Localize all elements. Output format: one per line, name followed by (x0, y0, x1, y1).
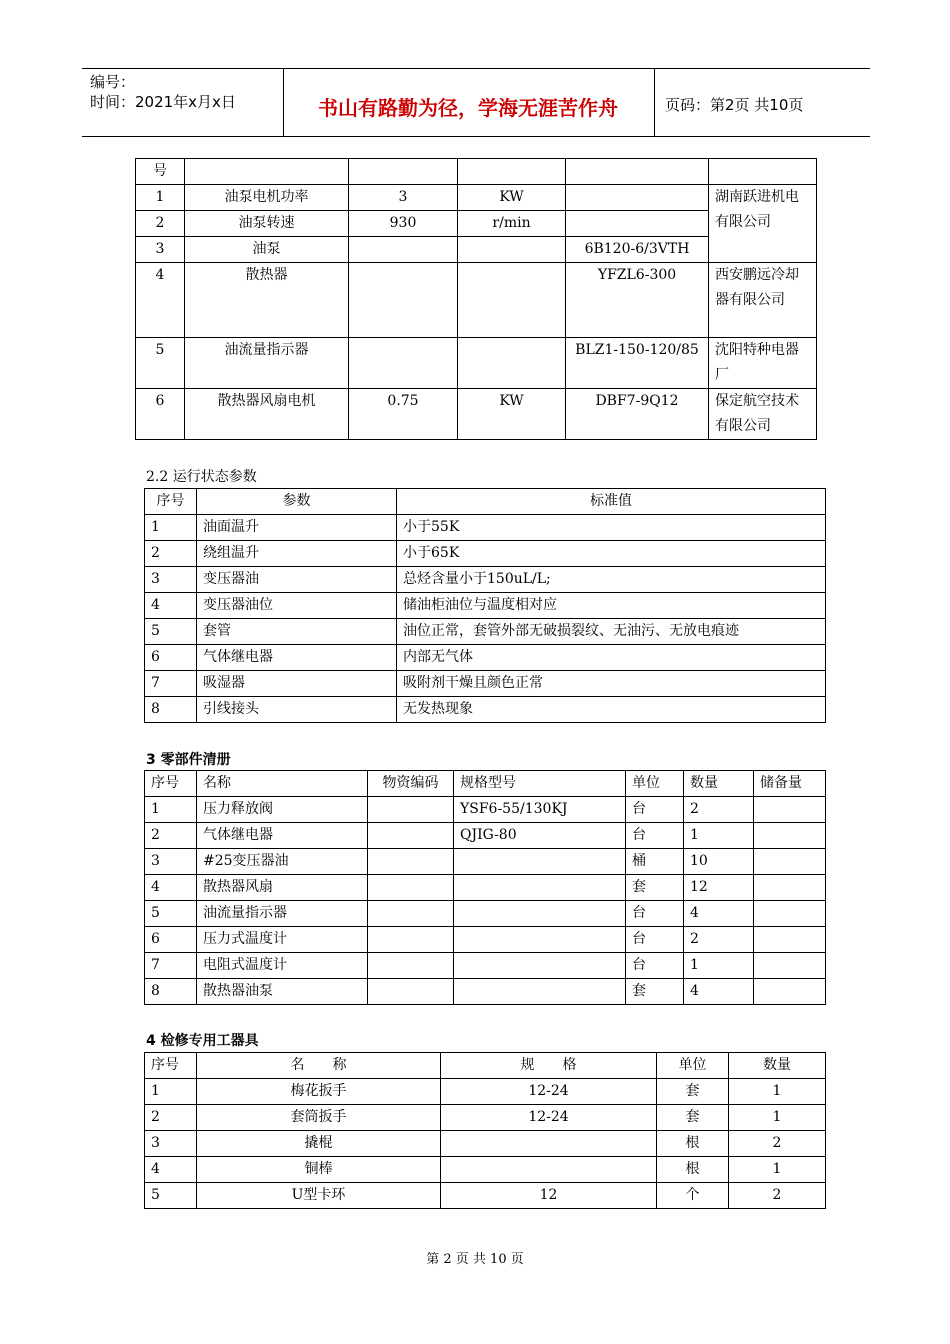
table-header-cell: 储备量 (754, 771, 826, 797)
table-cell: 压力释放阀 (197, 797, 368, 823)
table-cell (441, 1157, 657, 1183)
table-cell: 气体继电器 (197, 645, 397, 671)
table-row (145, 1105, 826, 1131)
header-page-info: 页码：第2页 共10页 (665, 96, 804, 114)
table-cell: 无发热现象 (397, 697, 826, 723)
table-cell: 根 (657, 1131, 729, 1157)
table-row (145, 515, 826, 541)
table-cell: 吸附剂干燥且颜色正常 (397, 671, 826, 697)
table-cell: 小于55K (397, 515, 826, 541)
table-cell: 台 (626, 953, 684, 979)
header-bottom-rule (82, 136, 870, 137)
table-cell: 3 (145, 1131, 197, 1157)
table-row (145, 619, 826, 645)
table-header-cell: 规 格 (441, 1053, 657, 1079)
table-cell: 沈阳特种电器厂 (709, 338, 817, 389)
table-header-cell: 序号 (145, 771, 197, 797)
table-cell: 油流量指示器 (197, 901, 368, 927)
table-cell: 2 (145, 1105, 197, 1131)
table-cell (441, 1131, 657, 1157)
table-cell: 1 (684, 823, 754, 849)
table-cell: 套 (626, 979, 684, 1005)
table-cell: 5 (136, 338, 185, 389)
table-row (136, 338, 817, 389)
table-row (145, 797, 826, 823)
table-cell: 油流量指示器 (185, 338, 349, 389)
table-cell: 3 (145, 567, 197, 593)
table-cell: 油位正常，套管外部无破损裂纹、无油污、无放电痕迹 (397, 619, 826, 645)
table-cell: QJIG-80 (454, 823, 626, 849)
table-cell (754, 953, 826, 979)
table-cell (754, 797, 826, 823)
table-header-cell: 序号 (145, 489, 197, 515)
table-cell (754, 979, 826, 1005)
table-cell: 2 (729, 1183, 826, 1209)
table-cell (754, 927, 826, 953)
table-header-cell: 单位 (657, 1053, 729, 1079)
table-cell: 压力式温度计 (197, 927, 368, 953)
table-cell: BLZ1-150-120/85 (566, 338, 709, 389)
table-cell: 930 (349, 211, 458, 237)
table-cell: DBF7-9Q12 (566, 389, 709, 440)
table-row (145, 697, 826, 723)
table-header-row (145, 771, 826, 797)
table-cell (368, 797, 454, 823)
table-cell: 台 (626, 901, 684, 927)
table-cell: 号 (136, 159, 185, 185)
table-cell: 小于65K (397, 541, 826, 567)
table-row (145, 1183, 826, 1209)
table-row (145, 849, 826, 875)
table-cell-maker-merged: 湖南跃进机电有限公司 (709, 185, 817, 263)
table-cell: 储油柜油位与温度相对应 (397, 593, 826, 619)
table-cell (454, 953, 626, 979)
table-cell (458, 338, 566, 389)
table-cell (458, 237, 566, 263)
table-cell: 套 (626, 875, 684, 901)
table-row (145, 541, 826, 567)
table-cell (349, 338, 458, 389)
table-cell: 台 (626, 823, 684, 849)
table-row (145, 823, 826, 849)
table-cell: 4 (684, 979, 754, 1005)
table-cell (566, 185, 709, 211)
table-cell (458, 263, 566, 338)
operating-params-table (144, 488, 826, 723)
table-cell: 4 (684, 901, 754, 927)
table-cell: 散热器油泵 (197, 979, 368, 1005)
table-cell (349, 159, 458, 185)
header-motto: 书山有路勤为径，学海无涯苦作舟 (318, 96, 618, 120)
table-cell (454, 901, 626, 927)
table-cell: 油泵 (185, 237, 349, 263)
table-cell: 6 (136, 389, 185, 440)
table-header-cell: 名称 (197, 771, 368, 797)
table-cell: YFZL6-300 (566, 263, 709, 338)
table-cell (368, 875, 454, 901)
table-cell (454, 927, 626, 953)
table-cell: 散热器 (185, 263, 349, 338)
table-cell: 套管 (197, 619, 397, 645)
table-cell (368, 849, 454, 875)
table-row (145, 593, 826, 619)
parts-list-table (144, 770, 826, 1005)
table-cell: 3 (136, 237, 185, 263)
table-header-cell: 数量 (684, 771, 754, 797)
page-footer: 第 2 页 共 10 页 (426, 1252, 524, 1267)
table-cell: 5 (145, 901, 197, 927)
table-cell: 2 (684, 797, 754, 823)
table-cell: KW (458, 389, 566, 440)
table-cell: 变压器油 (197, 567, 397, 593)
table-cell: 2 (729, 1131, 826, 1157)
table-cell: 2 (136, 211, 185, 237)
table-cell (754, 849, 826, 875)
table-cell: 3 (145, 849, 197, 875)
table-cell: #25变压器油 (197, 849, 368, 875)
table-row (136, 389, 817, 440)
table-cell: 台 (626, 927, 684, 953)
table-cell (349, 237, 458, 263)
table-cell: 6 (145, 927, 197, 953)
table-cell: 油泵转速 (185, 211, 349, 237)
table-cell: 保定航空技术有限公司 (709, 389, 817, 440)
table-cell: 4 (136, 263, 185, 338)
table-cell: 2 (145, 823, 197, 849)
table-cell: 套 (657, 1079, 729, 1105)
table-header-row (145, 489, 826, 515)
table-row (145, 979, 826, 1005)
table-cell: 根 (657, 1157, 729, 1183)
header-number-label: 编号： (90, 73, 136, 91)
table-cell: 1 (684, 953, 754, 979)
table-cell: 引线接头 (197, 697, 397, 723)
table-cell: 4 (145, 593, 197, 619)
table-row (136, 185, 817, 211)
table-cell (709, 159, 817, 185)
table-cell: 1 (145, 515, 197, 541)
table-cell: 吸湿器 (197, 671, 397, 697)
table-cell: 1 (729, 1079, 826, 1105)
section-3-title: 3 零部件清册 (146, 752, 231, 768)
header-divider-right (654, 68, 655, 136)
table-cell: 撬棍 (197, 1131, 441, 1157)
table-cell: YSF6-55/130KJ (454, 797, 626, 823)
table-cell: 气体继电器 (197, 823, 368, 849)
table-cell: 6 (145, 645, 197, 671)
table-cell: 1 (145, 1079, 197, 1105)
table-cell: 0.75 (349, 389, 458, 440)
table-cell: 油面温升 (197, 515, 397, 541)
table-row (145, 1157, 826, 1183)
header-top-rule (82, 68, 870, 69)
table-cell (368, 901, 454, 927)
table-cell: 散热器风扇 (197, 875, 368, 901)
table-cell: 12-24 (441, 1105, 657, 1131)
table-row (145, 927, 826, 953)
table-row (145, 1079, 826, 1105)
tools-table (144, 1052, 826, 1209)
table-cell (754, 823, 826, 849)
table-cell (458, 159, 566, 185)
table-cell: r/min (458, 211, 566, 237)
table-row (145, 645, 826, 671)
table-row (145, 875, 826, 901)
table-cell: 套筒扳手 (197, 1105, 441, 1131)
table-cell: 6B120-6/3VTH (566, 237, 709, 263)
table-cell (454, 875, 626, 901)
table-cell: 总烃含量小于150uL/L; (397, 567, 826, 593)
table-cell (368, 979, 454, 1005)
table-row (145, 567, 826, 593)
table-row (136, 263, 817, 338)
table-cell: 12 (684, 875, 754, 901)
table-cell (754, 901, 826, 927)
table-cell: 5 (145, 619, 197, 645)
table-header-cell: 规格型号 (454, 771, 626, 797)
table-header-row (145, 1053, 826, 1079)
table-cell: 2 (684, 927, 754, 953)
table-cell: 个 (657, 1183, 729, 1209)
table-cell: 8 (145, 979, 197, 1005)
table-cell: 油泵电机功率 (185, 185, 349, 211)
table-cell: 12-24 (441, 1079, 657, 1105)
table-cell (185, 159, 349, 185)
equipment-table (135, 158, 817, 440)
table-cell (566, 211, 709, 237)
table-cell (454, 979, 626, 1005)
table-cell: 1 (729, 1157, 826, 1183)
table-cell: KW (458, 185, 566, 211)
table-cell: 绕组温升 (197, 541, 397, 567)
section-4-title: 4 检修专用工器具 (146, 1033, 259, 1049)
table-cell (454, 849, 626, 875)
table-cell (368, 823, 454, 849)
table-cell: 散热器风扇电机 (185, 389, 349, 440)
table-cell (368, 953, 454, 979)
table-cell: 梅花扳手 (197, 1079, 441, 1105)
table-cell: 桶 (626, 849, 684, 875)
table-cell: 10 (684, 849, 754, 875)
table-cell: 5 (145, 1183, 197, 1209)
table-cell: 套 (657, 1105, 729, 1131)
table-header-cell: 名 称 (197, 1053, 441, 1079)
table-cell (566, 159, 709, 185)
table-header-cell: 数量 (729, 1053, 826, 1079)
table-row (145, 1131, 826, 1157)
table-header-cell: 单位 (626, 771, 684, 797)
table-cell: 2 (145, 541, 197, 567)
header-time-label: 时间：2021年x月x日 (90, 93, 236, 111)
table-row (145, 953, 826, 979)
section-2-2-title: 2.2 运行状态参数 (146, 469, 257, 485)
table-header-cell: 参数 (197, 489, 397, 515)
table-cell: 4 (145, 875, 197, 901)
table-cell: 4 (145, 1157, 197, 1183)
table-cell: 西安鹏远冷却器有限公司 (709, 263, 817, 338)
table-cell: 1 (145, 797, 197, 823)
table-cell: 铜棒 (197, 1157, 441, 1183)
table-cell: 7 (145, 953, 197, 979)
table-cell: 内部无气体 (397, 645, 826, 671)
table-cell: 1 (729, 1105, 826, 1131)
table-cell: 3 (349, 185, 458, 211)
table-cell: 台 (626, 797, 684, 823)
table-row (145, 671, 826, 697)
table-cell: U型卡环 (197, 1183, 441, 1209)
table-row (145, 901, 826, 927)
table-cell: 12 (441, 1183, 657, 1209)
table-row (136, 159, 817, 185)
table-cell (349, 263, 458, 338)
table-cell: 电阻式温度计 (197, 953, 368, 979)
table-cell: 变压器油位 (197, 593, 397, 619)
table-cell: 1 (136, 185, 185, 211)
table-cell (754, 875, 826, 901)
table-header-cell: 序号 (145, 1053, 197, 1079)
table-cell: 7 (145, 671, 197, 697)
table-cell: 8 (145, 697, 197, 723)
table-header-cell: 标准值 (397, 489, 826, 515)
table-header-cell: 物资编码 (368, 771, 454, 797)
table-cell (368, 927, 454, 953)
